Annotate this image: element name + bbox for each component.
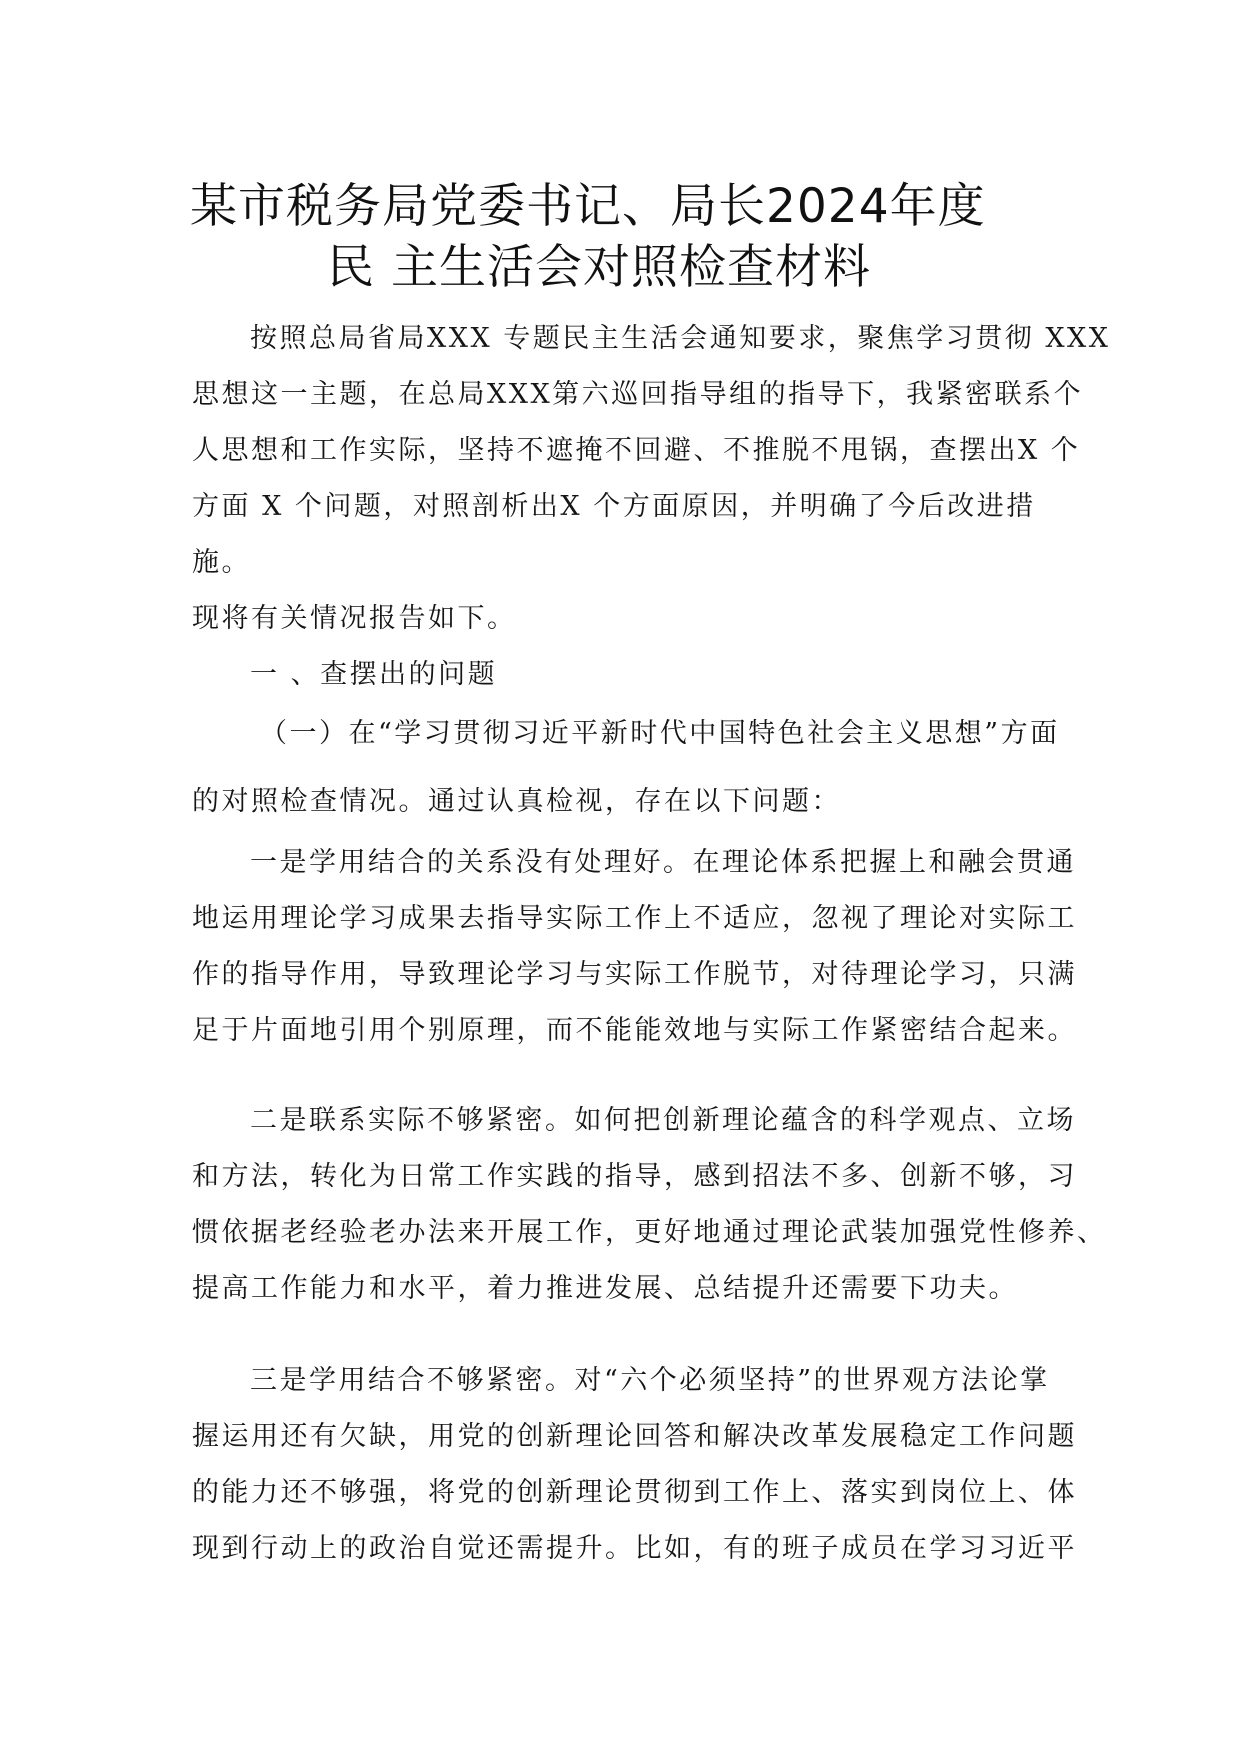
text-line: 提高工作能力和水平，着力推进发展、总结提升还需要下功夫。: [192, 1273, 1018, 1304]
intro-paragraph: [192, 316, 1111, 596]
subsection-heading: [260, 711, 1130, 767]
text-line: 的对照检查情况。通过认真检视，存在以下问题：: [192, 786, 841, 817]
heading-text: （一）在“学习贯彻习近平新时代中国特色社会主义思想”方面: [260, 718, 1060, 749]
text-line: 的能力还不够强，将党的创新理论贯彻到工作上、落实到岗位上、体: [192, 1477, 1077, 1508]
document-title-line-1: 某市税务局党委书记、局长2024年度: [190, 179, 986, 234]
text-line: 和方法，转化为日常工作实践的指导，感到招法不多、创新不够，习: [192, 1161, 1077, 1192]
text-line: 方面 X 个问题，对照剖析出X 个方面原因，并明确了今后改进措: [192, 491, 1036, 522]
text-line: 握运用还有欠缺，用党的创新理论回答和解决改革发展稳定工作问题: [192, 1421, 1077, 1452]
section-heading-1: [250, 652, 1120, 708]
report-line: [192, 596, 1062, 652]
text-line: 施。: [192, 547, 251, 578]
subsection-continuation: [192, 779, 1062, 835]
text-line: 现到行动上的政治自觉还需提升。比如，有的班子成员在学习习近平: [192, 1533, 1077, 1564]
text-line: 人思想和工作实际，坚持不遮掩不回避、不推脱不甩锅，查摆出X 个: [192, 435, 1081, 466]
text-line: 二是联系实际不够紧密。如何把创新理论蕴含的科学观点、立场: [250, 1105, 1076, 1136]
text-line: 三是学用结合不够紧密。对“六个必须坚持”的世界观方法论掌: [250, 1365, 1050, 1396]
text-line: 足于片面地引用个别原理，而不能能效地与实际工作紧密结合起来。: [192, 1015, 1077, 1046]
text-line: 地运用理论学习成果去指导实际工作上不适应，忽视了理论对实际工: [192, 903, 1077, 934]
heading-text: 一 、查摆出的问题: [250, 659, 498, 690]
point-one-paragraph: [192, 840, 1077, 1064]
text-line: 惯依据老经验老办法来开展工作，更好地通过理论武装加强党性修养、: [192, 1217, 1107, 1248]
text-line: 思想这一主题，在总局XXX第六巡回指导组的指导下，我紧密联系个: [192, 379, 1084, 410]
document-title-line-2: 民 主生活会对照检查材料: [327, 240, 871, 295]
text-line: 现将有关情况报告如下。: [192, 603, 517, 634]
point-two-paragraph: [192, 1098, 1107, 1322]
point-three-paragraph: [192, 1358, 1077, 1582]
text-line: 一是学用结合的关系没有处理好。在理论体系把握上和融会贯通: [250, 847, 1076, 878]
text-line: 按照总局省局XXX 专题民主生活会通知要求，聚焦学习贯彻 XXX: [250, 323, 1111, 354]
text-line: 作的指导作用，导致理论学习与实际工作脱节，对待理论学习，只满: [192, 959, 1077, 990]
